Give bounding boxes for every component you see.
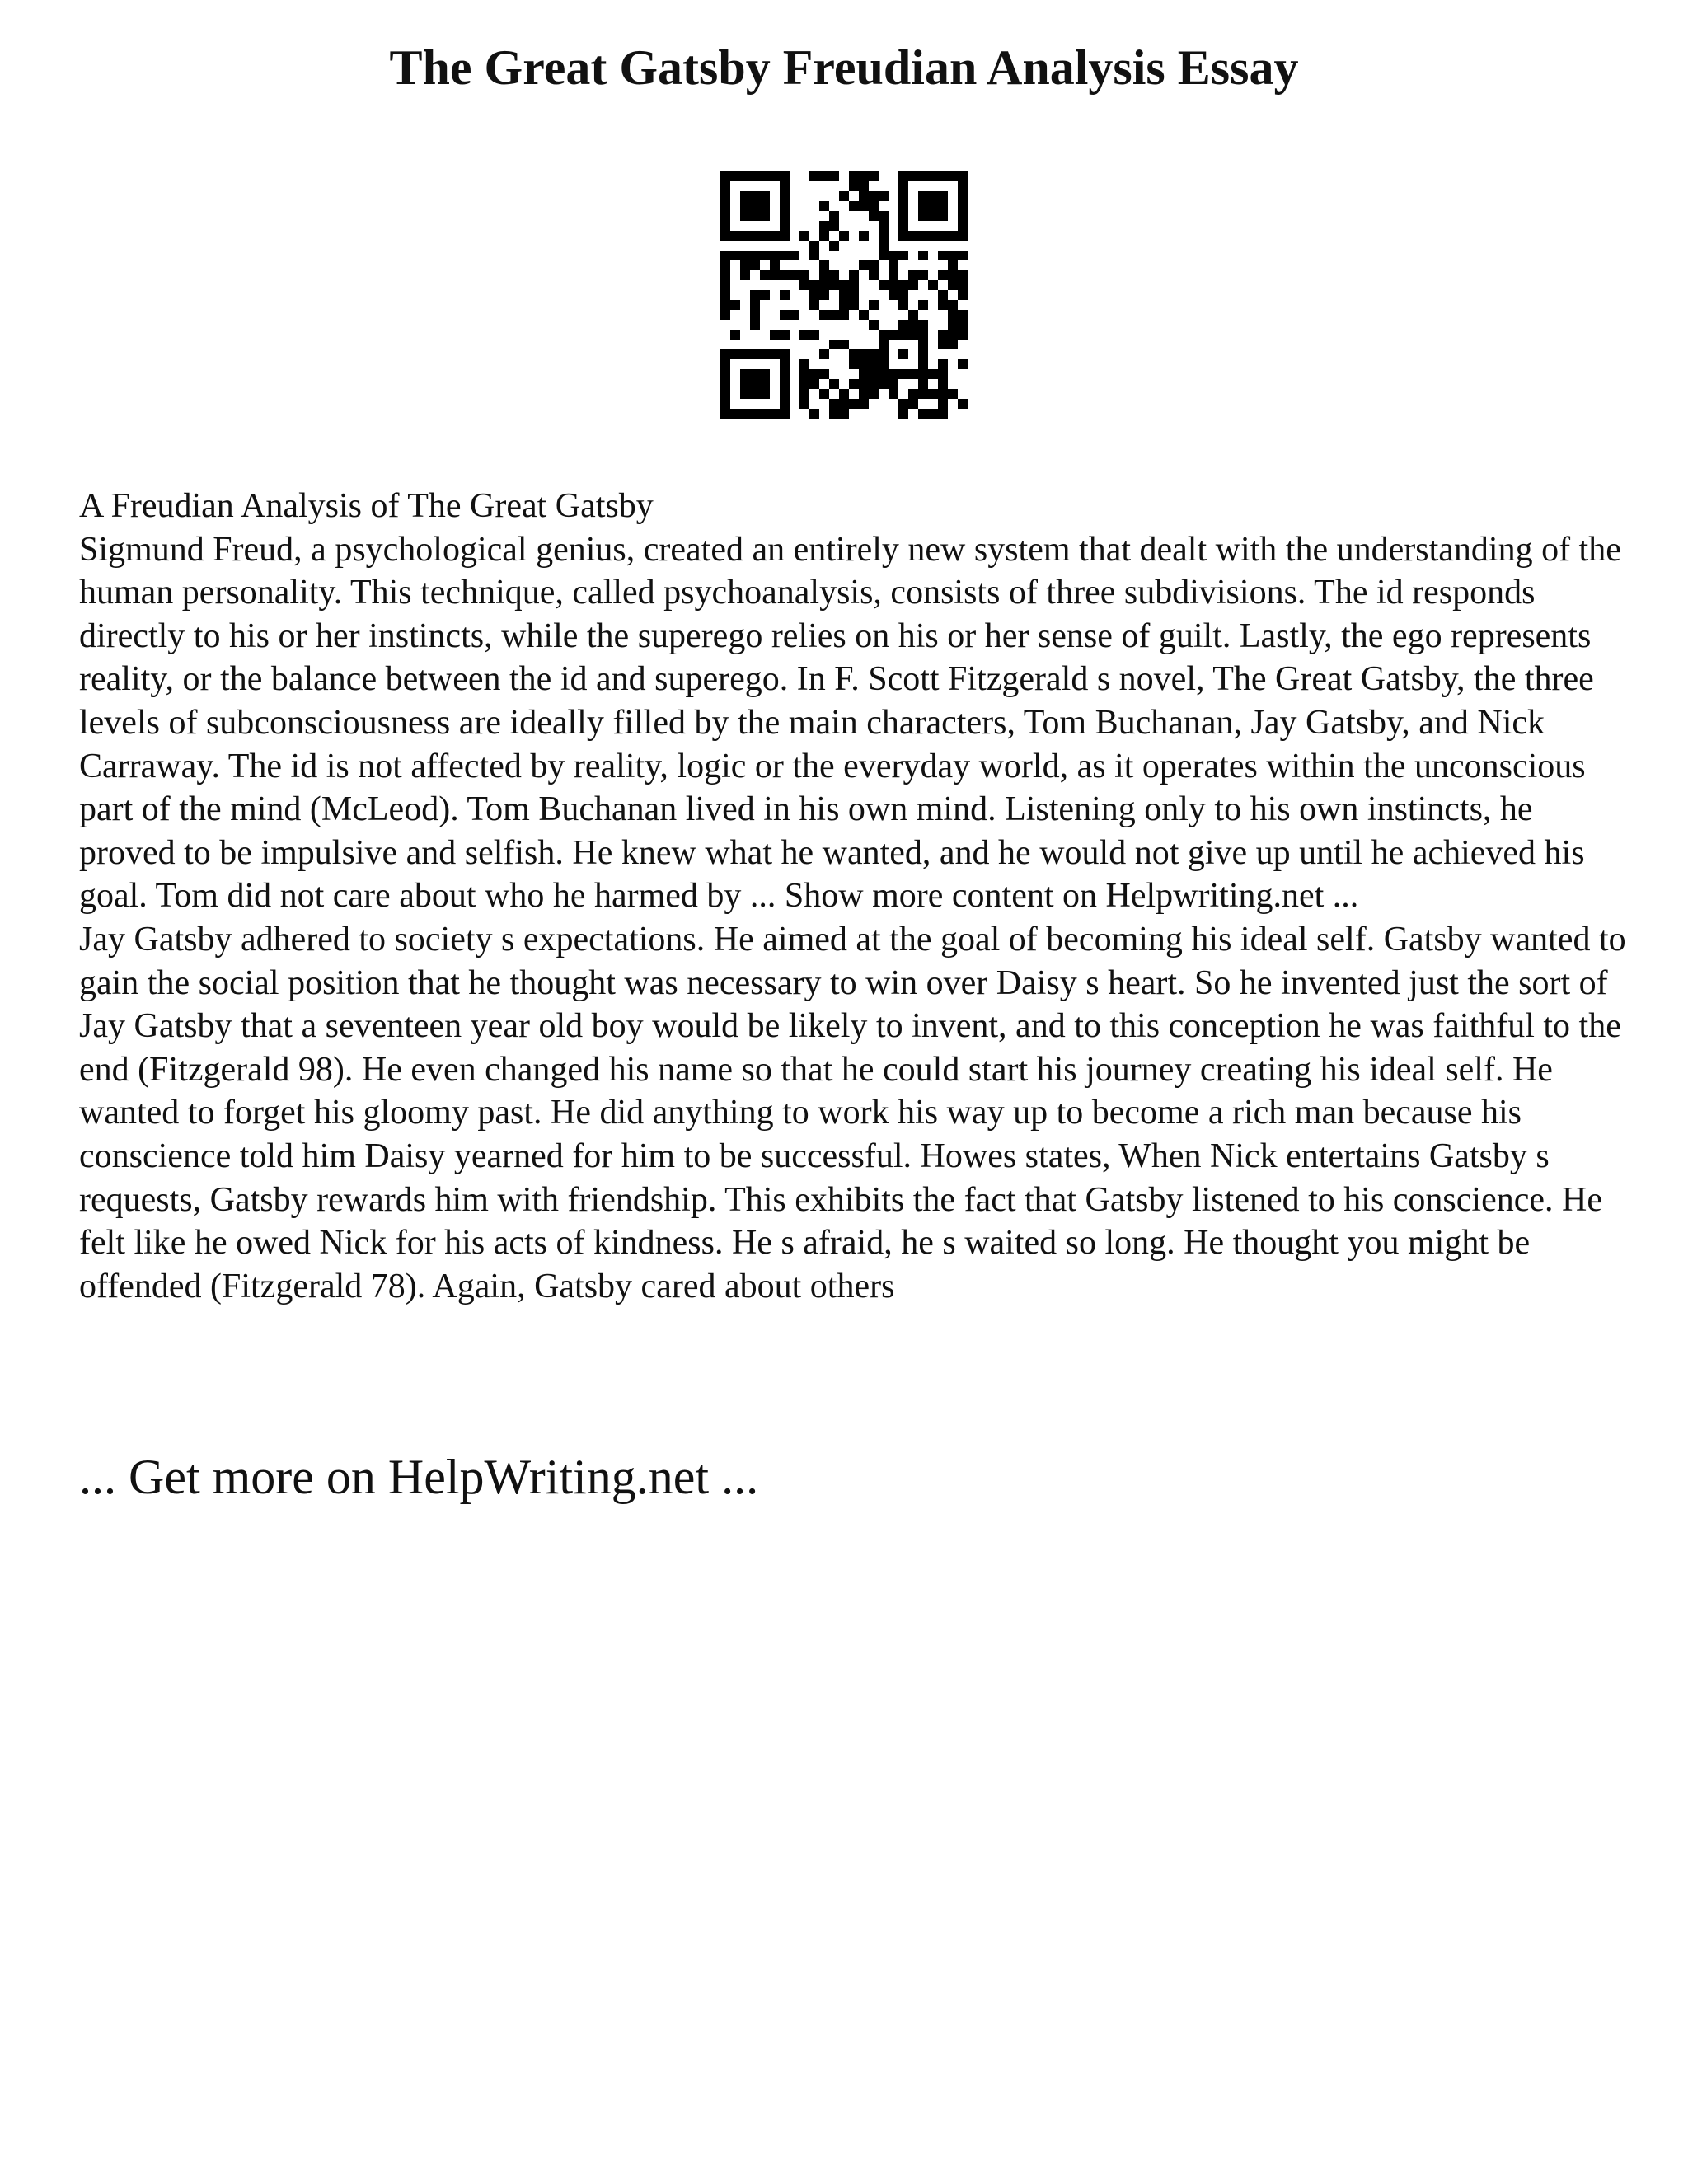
essay-body	[79, 485, 1629, 1308]
subheading: A Freudian Analysis of The Great Gatsby	[79, 487, 654, 525]
page-title: The Great Gatsby Freudian Analysis Essay	[389, 40, 1299, 95]
paragraph-2: Jay Gatsby adhered to society s expectations. He aimed at the goal of becoming his ideal self. Gatsby wanted to gain the social position that he thought was necessary to win over Daisy s heart. So he invented just the sort of Jay Gatsby that a seventeen year old boy would be likely to invent, and to this conception he was faithful to the end (Fitzgerald 98). He even changed his name so that he could start his journey creating his ideal self. He wanted to forget his gloomy past. He did anything to work his way up to become a rich man because his conscience told him Daisy yearned for him to be successful. Howes states, When Nick entertains Gatsby s requests, Gatsby rewards him with friendship. This exhibits the fact that Gatsby listened to his conscience. He felt like he owed Nick for his acts of kindness. He s afraid, he s waited so long. He thought you might be offended (Fitzgerald 78). Again, Gatsby cared about others	[79, 920, 1626, 1305]
qr-code-icon	[720, 171, 968, 419]
get-more-link[interactable]: ... Get more on HelpWriting.net ...	[79, 1450, 759, 1504]
qr-code-graphic	[720, 171, 968, 419]
paragraph-1: Sigmund Freud, a psychological genius, created an entirely new system that dealt with the understanding of the human personality. This technique, called psychoanalysis, consists of three subdivisions. The id responds directly to his or her instincts, while the superego relies on his or her sense of guilt. Lastly, the ego represents reality, or the balance between the id and superego. In F. Scott Fitzgerald s novel, The Great Gatsby, the three levels of subconsciousness are ideally filled by the main characters, Tom Buchanan, Jay Gatsby, and Nick Carraway. The id is not affected by reality, logic or the everyday world, as it operates within the unconscious part of the mind (McLeod). Tom Buchanan lived in his own mind. Listening only to his own instincts, he proved to be impulsive and selfish. He knew what he wanted, and he would not give up until he achieved his goal. Tom did not care about who he harmed by ... Show more content on Helpwriting.net ...	[79, 530, 1621, 916]
